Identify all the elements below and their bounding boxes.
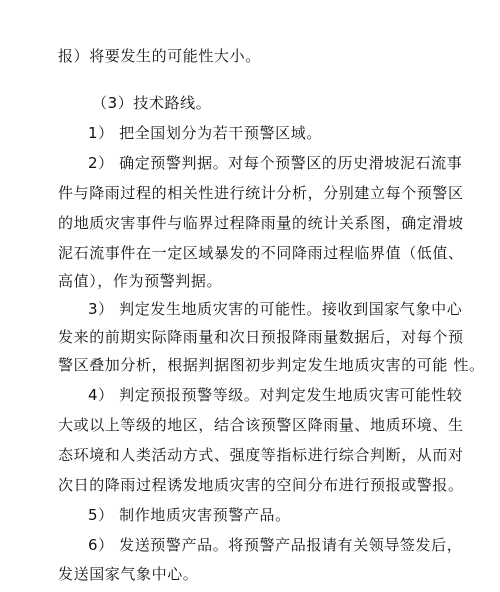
text-line: 报）将要发生的可能性大小。 — [58, 47, 261, 65]
section-heading: （3）技术路线。 — [92, 94, 212, 112]
text-line: 发送国家气象中心。 — [58, 565, 199, 583]
text-line: 泥石流事件在一定区域暴发的不同降雨过程临界值（低值、 — [58, 244, 464, 262]
text-line: 1） 把全国划分为若干预警区域。 — [88, 124, 322, 142]
text-line: 警区叠加分析，根据判据图初步判定发生地质灾害的可能 性。 — [58, 356, 485, 374]
text-line: 大或以上等级的地区，结合该预警区降雨量、地质环境、生 — [58, 416, 464, 434]
text-line: 4） 判定预报预警等级。对判定发生地质灾害可能性较 — [88, 386, 463, 404]
text-line: 发来的前期实际降雨量和次日预报降雨量数据后，对每个预 — [58, 328, 464, 346]
text-line: 高值），作为预警判据。 — [58, 272, 223, 290]
text-line: 件与降雨过程的相关性进行统计分析，分别建立每个预警区 — [58, 184, 464, 202]
text-line: 的地质灾害事件与临界过程降雨量的统计关系图，确定滑坡 — [58, 214, 464, 232]
text-line: 5） 制作地质灾害预警产品。 — [88, 506, 291, 524]
text-line: 2） 确定预警判据。对每个预警区的历史滑坡泥石流事 — [88, 154, 463, 172]
text-line: 态环境和人类活动方式、强度等指标进行综合判断，从而对 — [58, 446, 464, 464]
text-line: 次日的降雨过程诱发地质灾害的空间分布进行预报或警报。 — [58, 476, 464, 494]
text-line: 6） 发送预警产品。将预警产品报请有关领导签发后， — [88, 536, 463, 554]
text-line: 3） 判定发生地质灾害的可能性。接收到国家气象中心 — [88, 300, 463, 318]
